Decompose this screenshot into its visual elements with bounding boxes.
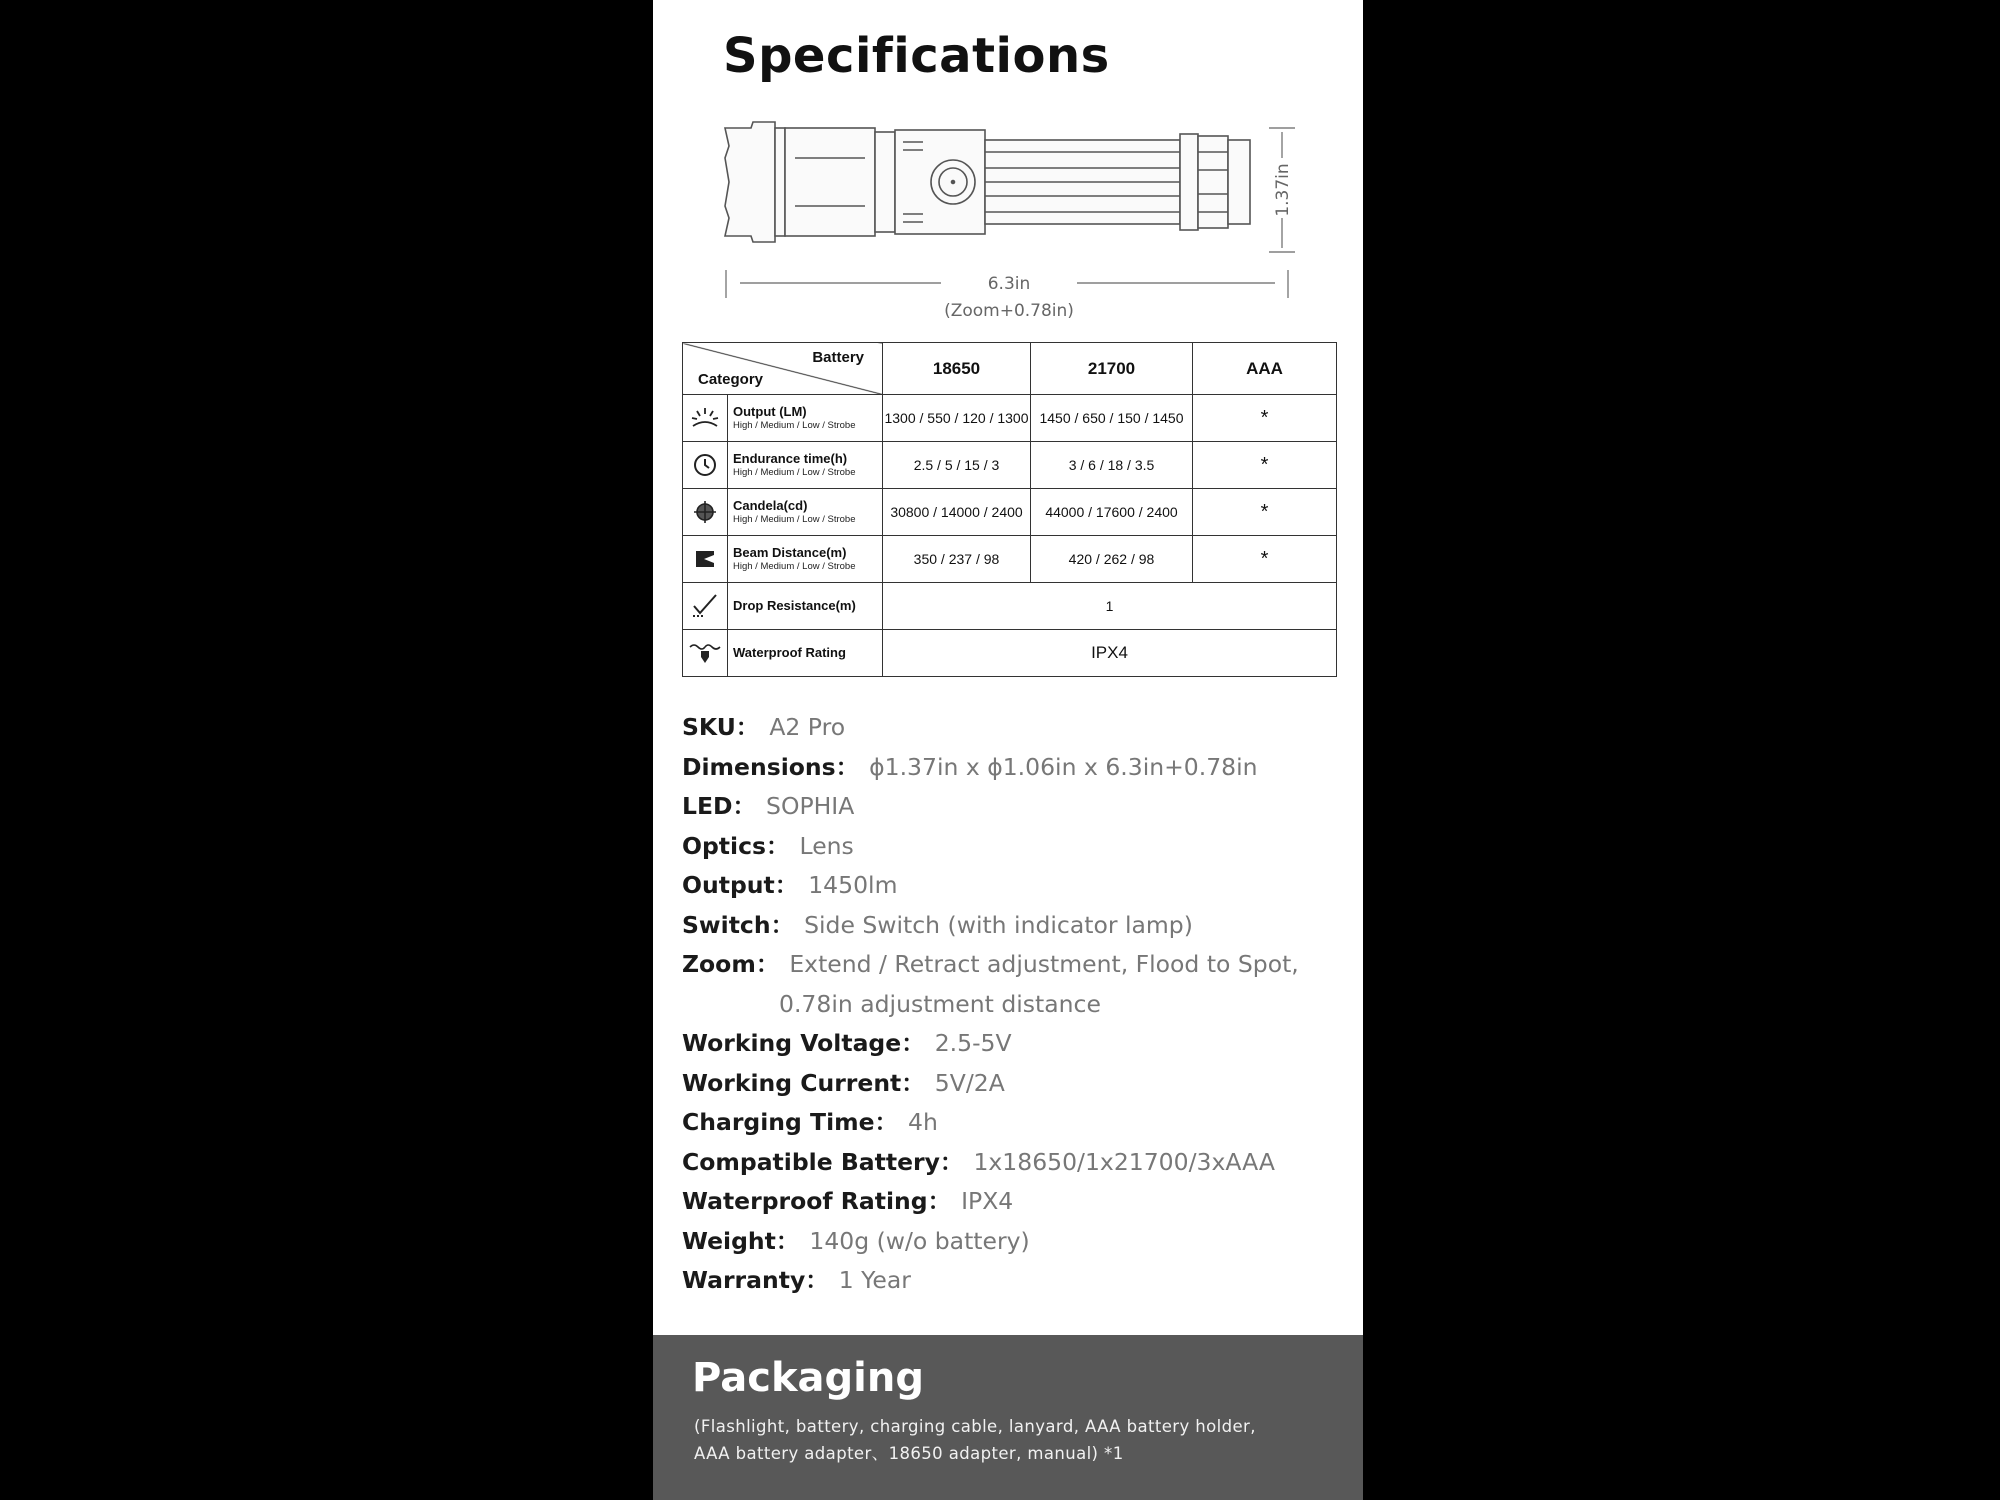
spec-item-working-voltage: Working Voltage： 2.5-5V: [682, 1029, 1012, 1057]
row-label-candela: Candela(cd) High / Medium / Low / Strobe: [728, 489, 883, 536]
table-cell: 44000 / 17600 / 2400: [1031, 489, 1193, 536]
table-cell: 1450 / 650 / 150 / 1450: [1031, 395, 1193, 442]
spec-item-optics: Optics： Lens: [682, 831, 854, 860]
spec-item-zoom: Zoom： Extend / Retract adjustment, Flood to Spot,: [682, 950, 1299, 978]
column-header-21700: 21700: [1031, 343, 1193, 395]
header-category: Category: [698, 371, 764, 388]
table-cell: 30800 / 14000 / 2400: [883, 489, 1031, 536]
table-row-beam-distance: [683, 536, 1337, 583]
spec-item-working-current: Working Current： 5V/2A: [682, 1068, 1005, 1097]
packaging-line-2: AAA battery adapter、18650 adapter, manual) *1: [694, 1444, 1124, 1463]
packaging-line-1: (Flashlight, battery, charging cable, lanyard, AAA battery holder,: [694, 1417, 1256, 1436]
table-header-row: [683, 343, 1337, 395]
spec-item-warranty: Warranty： 1 Year: [682, 1266, 911, 1294]
zoom-label: (Zoom+0.78in): [944, 301, 1074, 321]
table-cell: *: [1193, 442, 1337, 489]
beam-distance-icon: [683, 536, 728, 583]
spec-item-weight: Weight： 140g (w/o battery): [682, 1226, 1030, 1255]
row-label-output: Output (LM) High / Medium / Low / Strobe: [728, 395, 883, 442]
waterproof-value: IPX4: [883, 630, 1337, 677]
spec-item-charging-time: Charging Time： 4h: [682, 1108, 938, 1136]
waterproof-icon: [683, 630, 728, 677]
spec-item-zoom-continued: 0.78in adjustment distance: [779, 989, 1101, 1018]
spec-table: [682, 342, 1337, 677]
packaging-section: [653, 1335, 1363, 1500]
drop-resistance-value: 1: [883, 583, 1337, 630]
packaging-contents: [694, 1413, 1256, 1467]
length-label: 6.3in: [987, 274, 1031, 294]
crosshair-icon: [683, 489, 728, 536]
flashlight-drawing: [723, 118, 1303, 328]
spec-item-switch: Switch： Side Switch (with indicator lamp): [682, 910, 1193, 939]
light-burst-icon: [683, 395, 728, 442]
spec-item-compatible-battery: Compatible Battery： 1x18650/1x21700/3xAAA: [682, 1147, 1275, 1176]
header-diagonal-cell: [683, 343, 883, 395]
table-cell: 1300 / 550 / 120 / 1300: [883, 395, 1031, 442]
header-battery: Battery: [812, 349, 864, 366]
spec-item-led: LED： SOPHIA: [682, 792, 855, 820]
table-cell: *: [1193, 395, 1337, 442]
table-cell: 2.5 / 5 / 15 / 3: [883, 442, 1031, 489]
row-label-drop-resistance: Drop Resistance(m): [728, 583, 883, 630]
spec-page: [653, 0, 1363, 1500]
table-cell: 3 / 6 / 18 / 3.5: [1031, 442, 1193, 489]
table-cell: 420 / 262 / 98: [1031, 536, 1193, 583]
column-header-aaa: AAA: [1193, 343, 1337, 395]
table-row-waterproof: [683, 630, 1337, 677]
spec-item-sku: SKU： A2 Pro: [682, 713, 846, 741]
packaging-title: Packaging: [692, 1355, 924, 1401]
table-cell: *: [1193, 489, 1337, 536]
spec-item-output: Output： 1450lm: [682, 871, 898, 899]
table-cell: 350 / 237 / 98: [883, 536, 1031, 583]
diameter-label: 1.37in: [1273, 163, 1293, 217]
table-cell: *: [1193, 536, 1337, 583]
row-label-beam-distance: Beam Distance(m) High / Medium / Low / Strobe: [728, 536, 883, 583]
clock-icon: [683, 442, 728, 489]
row-label-endurance: Endurance time(h) High / Medium / Low / Strobe: [728, 442, 883, 489]
spec-item-dimensions: Dimensions： ϕ1.37in x ϕ1.06in x 6.3in+0.78in: [682, 752, 1258, 781]
table-row-output: [683, 395, 1337, 442]
table-row-endurance: [683, 442, 1337, 489]
column-header-18650: 18650: [883, 343, 1031, 395]
table-row-drop-resistance: [683, 583, 1337, 630]
spec-item-waterproof-rating: Waterproof Rating： IPX4: [682, 1187, 1014, 1215]
row-label-waterproof: Waterproof Rating: [728, 630, 883, 677]
table-row-candela: [683, 489, 1337, 536]
page-title: Specifications: [723, 28, 1110, 84]
drop-resistance-icon: [683, 583, 728, 630]
spec-list: [682, 708, 1299, 1301]
